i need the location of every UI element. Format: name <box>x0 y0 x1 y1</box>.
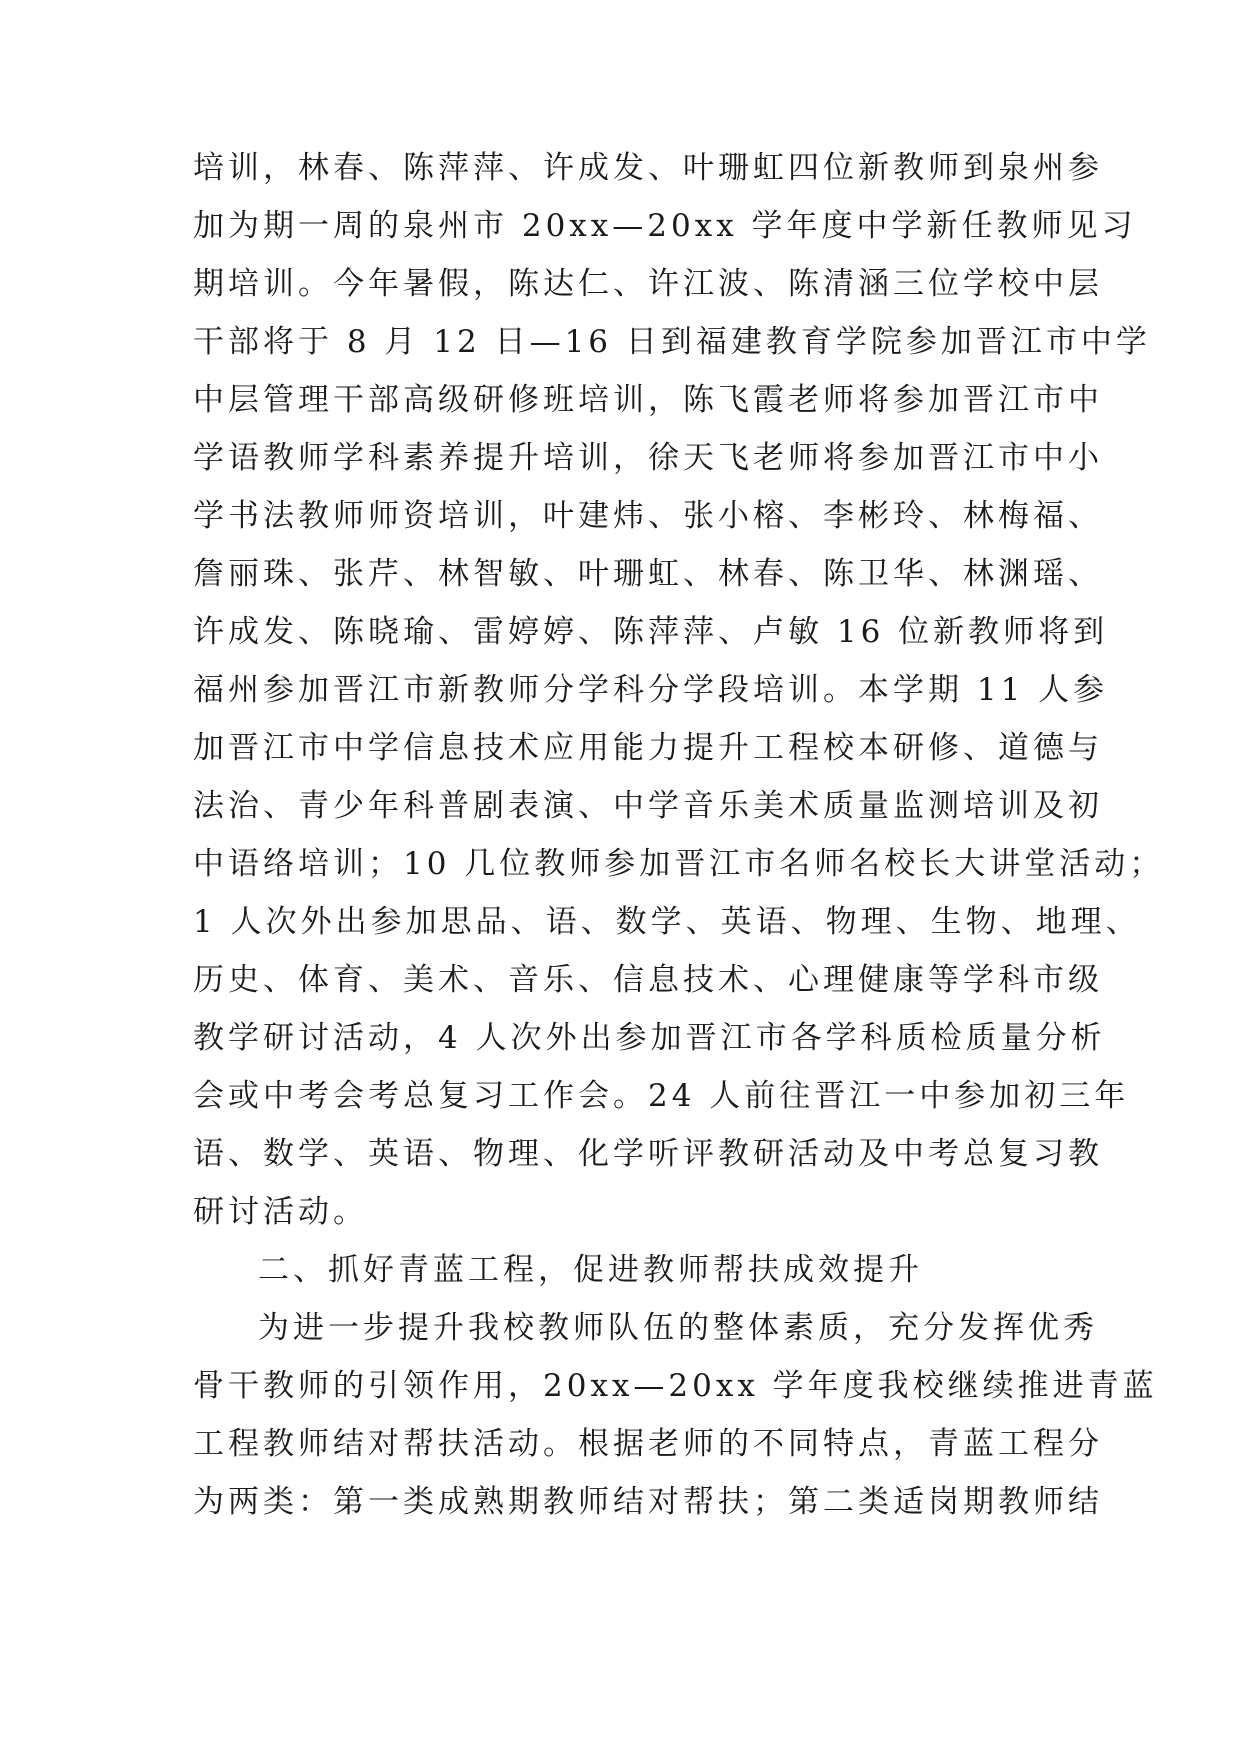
text-line: 中层管理干部高级研修班培训，陈飞霞老师将参加晋江市中 <box>193 382 1103 418</box>
text-line: 为进一步提升我校教师队伍的整体素质，充分发挥优秀 <box>258 1310 1098 1346</box>
text-line: 教学研讨活动，4 人次外出参加晋江市各学科质检质量分析 <box>193 1020 1106 1056</box>
text-line: 历史、体育、美术、音乐、信息技术、心理健康等学科市级 <box>193 962 1103 998</box>
text-line: 福州参加晋江市新教师分学科分学段培训。本学期 11 人参 <box>193 672 1109 708</box>
text-line: 语、数学、英语、物理、化学听评教研活动及中考总复习教 <box>193 1136 1103 1172</box>
text-line: 干部将于 8 月 12 日—16 日到福建教育学院参加晋江市中学 <box>193 324 1151 360</box>
text-line: 为两类：第一类成熟期教师结对帮扶；第二类适岗期教师结 <box>193 1484 1103 1520</box>
text-line: 期培训。今年暑假，陈达仁、许江波、陈清涵三位学校中层 <box>193 266 1103 302</box>
text-line: 学书法教师师资培训，叶建炜、张小榕、李彬玲、林梅福、 <box>193 498 1103 534</box>
text-line: 学语教师学科素养提升培训，徐天飞老师将参加晋江市中小 <box>193 440 1103 476</box>
text-line: 工程教师结对帮扶活动。根据老师的不同特点，青蓝工程分 <box>193 1426 1103 1462</box>
text-line: 中语络培训；10 几位教师参加晋江市名师名校长大讲堂活动； <box>193 846 1165 882</box>
text-line: 1 人次外出参加思品、语、数学、英语、物理、生物、地理、 <box>193 904 1141 940</box>
text-line: 加晋江市中学信息技术应用能力提升工程校本研修、道德与 <box>193 730 1103 766</box>
text-line: 法治、青少年科普剧表演、中学音乐美术质量监测培训及初 <box>193 788 1103 824</box>
text-line: 研讨活动。 <box>193 1194 368 1230</box>
text-line: 詹丽珠、张芹、林智敏、叶珊虹、林春、陈卫华、林渊瑶、 <box>193 556 1103 592</box>
text-line: 会或中考会考总复习工作会。24 人前往晋江一中参加初三年 <box>193 1078 1130 1114</box>
text-line: 许成发、陈晓瑜、雷婷婷、陈萍萍、卢敏 16 位新教师将到 <box>193 614 1109 650</box>
text-line: 加为期一周的泉州市 20xx—20xx 学年度中学新任教师见习 <box>193 208 1137 244</box>
text-line: 培训，林春、陈萍萍、许成发、叶珊虹四位新教师到泉州参 <box>193 150 1103 186</box>
section-heading: 二、抓好青蓝工程，促进教师帮扶成效提升 <box>258 1252 923 1288</box>
text-line: 骨干教师的引领作用，20xx—20xx 学年度我校继续推进青蓝 <box>193 1368 1158 1404</box>
